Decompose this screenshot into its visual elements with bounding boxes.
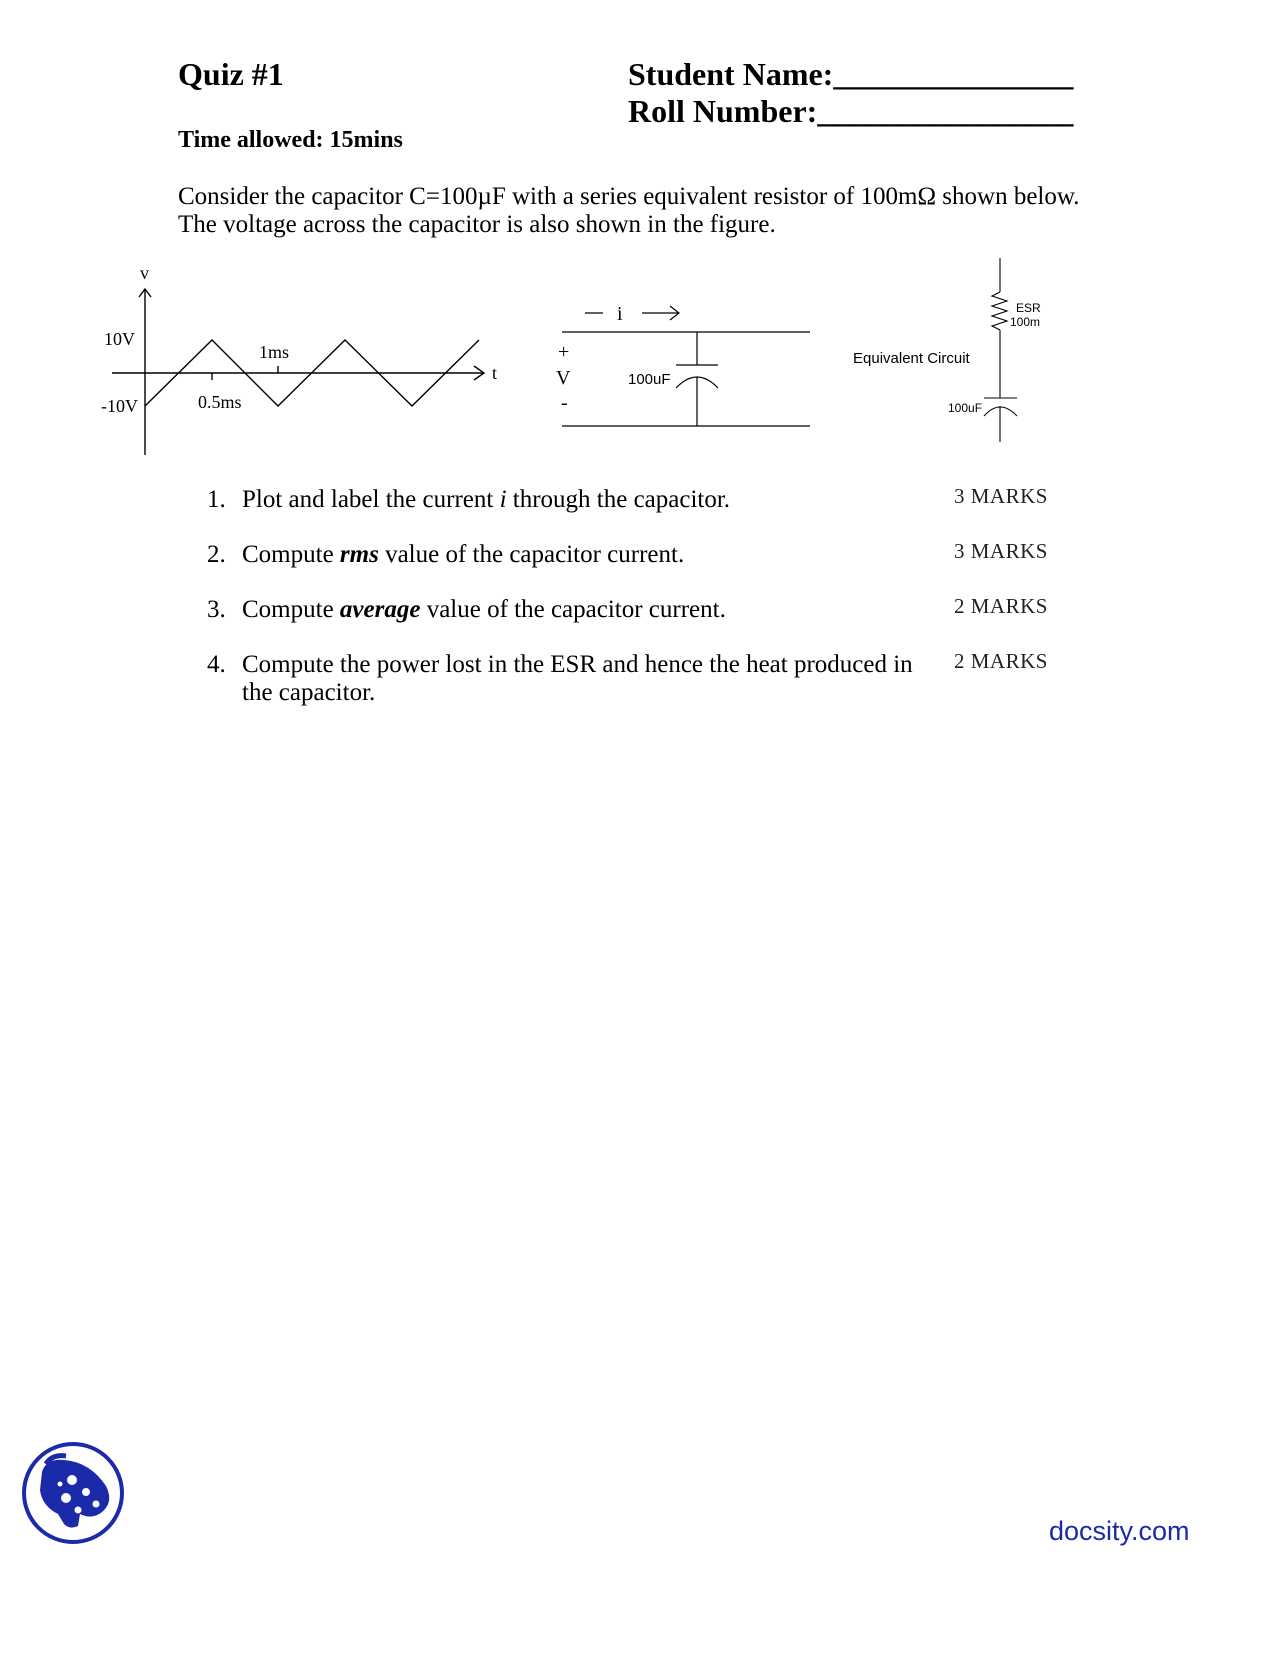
t-axis-label: t <box>492 363 498 383</box>
circuit-figure <box>0 0 1280 480</box>
question-3-text-end: value of the capacitor current. <box>420 596 726 623</box>
eq-cap-value: 100uF <box>948 401 983 415</box>
question-2 <box>242 540 684 569</box>
esr-label: ESR <box>1016 301 1041 315</box>
esr-value: 100m <box>1010 315 1041 329</box>
student-name-field[interactable]: Student Name:_______________ <box>628 56 1074 92</box>
v-axis-label: v <box>140 263 149 283</box>
question-4-line-1: Compute the power lost in the ESR and hence the heat produced in <box>242 651 913 678</box>
docsity-logo-icon[interactable] <box>20 1440 126 1546</box>
question-1-text: Plot and label the current <box>242 486 500 513</box>
question-2-emphasis: rms <box>339 541 379 568</box>
tick-1ms-label: 1ms <box>259 342 290 362</box>
tick-05ms-label: 0.5ms <box>198 392 242 412</box>
capacitor-circuit <box>562 306 810 426</box>
question-3 <box>242 595 726 624</box>
quiz-title: Quiz #1 <box>178 56 284 92</box>
voltage-label: V <box>556 367 571 389</box>
minus-sign: - <box>561 392 568 414</box>
roll-number-field[interactable]: Roll Number:________________ <box>628 93 1074 129</box>
question-4-number: 4. <box>207 651 226 678</box>
question-3-number: 3. <box>207 596 226 623</box>
question-2-number: 2. <box>207 541 226 568</box>
resistor-zigzag-icon <box>992 292 1007 330</box>
question-2-marks: 3 MARKS <box>954 539 1048 563</box>
question-1-emphasis: i <box>499 486 507 513</box>
question-1-text-end: through the capacitor. <box>506 486 731 513</box>
question-1 <box>242 485 730 514</box>
neg-amplitude-label: -10V <box>101 396 138 416</box>
time-allowed: Time allowed: 15mins <box>178 127 403 153</box>
plus-sign: + <box>558 341 570 363</box>
equivalent-circuit-title: Equivalent Circuit <box>853 350 970 367</box>
question-3-text: Compute <box>242 596 340 623</box>
question-1-number: 1. <box>207 486 226 513</box>
question-2-text: Compute <box>242 541 340 568</box>
question-3-emphasis: average <box>339 596 421 623</box>
pos-amplitude-label: 10V <box>104 329 135 349</box>
question-3-marks: 2 MARKS <box>954 594 1048 618</box>
intro-line-2: The voltage across the capacitor is also shown in the figure. <box>178 211 776 238</box>
voltage-waveform <box>112 289 484 455</box>
question-1-marks: 3 MARKS <box>954 484 1048 508</box>
question-2-text-end: value of the capacitor current. <box>378 541 685 568</box>
intro-line-1: Consider the capacitor C=100µF with a series equivalent resistor of 100mΩ shown below. <box>178 183 1080 210</box>
docsity-link[interactable]: docsity.com <box>1049 1516 1190 1546</box>
equivalent-circuit <box>984 258 1017 442</box>
question-4-marks: 2 MARKS <box>954 649 1048 673</box>
question-4-line-2: the capacitor. <box>242 679 376 706</box>
current-label: i <box>617 303 623 325</box>
cap-value-label: 100uF <box>628 371 671 388</box>
